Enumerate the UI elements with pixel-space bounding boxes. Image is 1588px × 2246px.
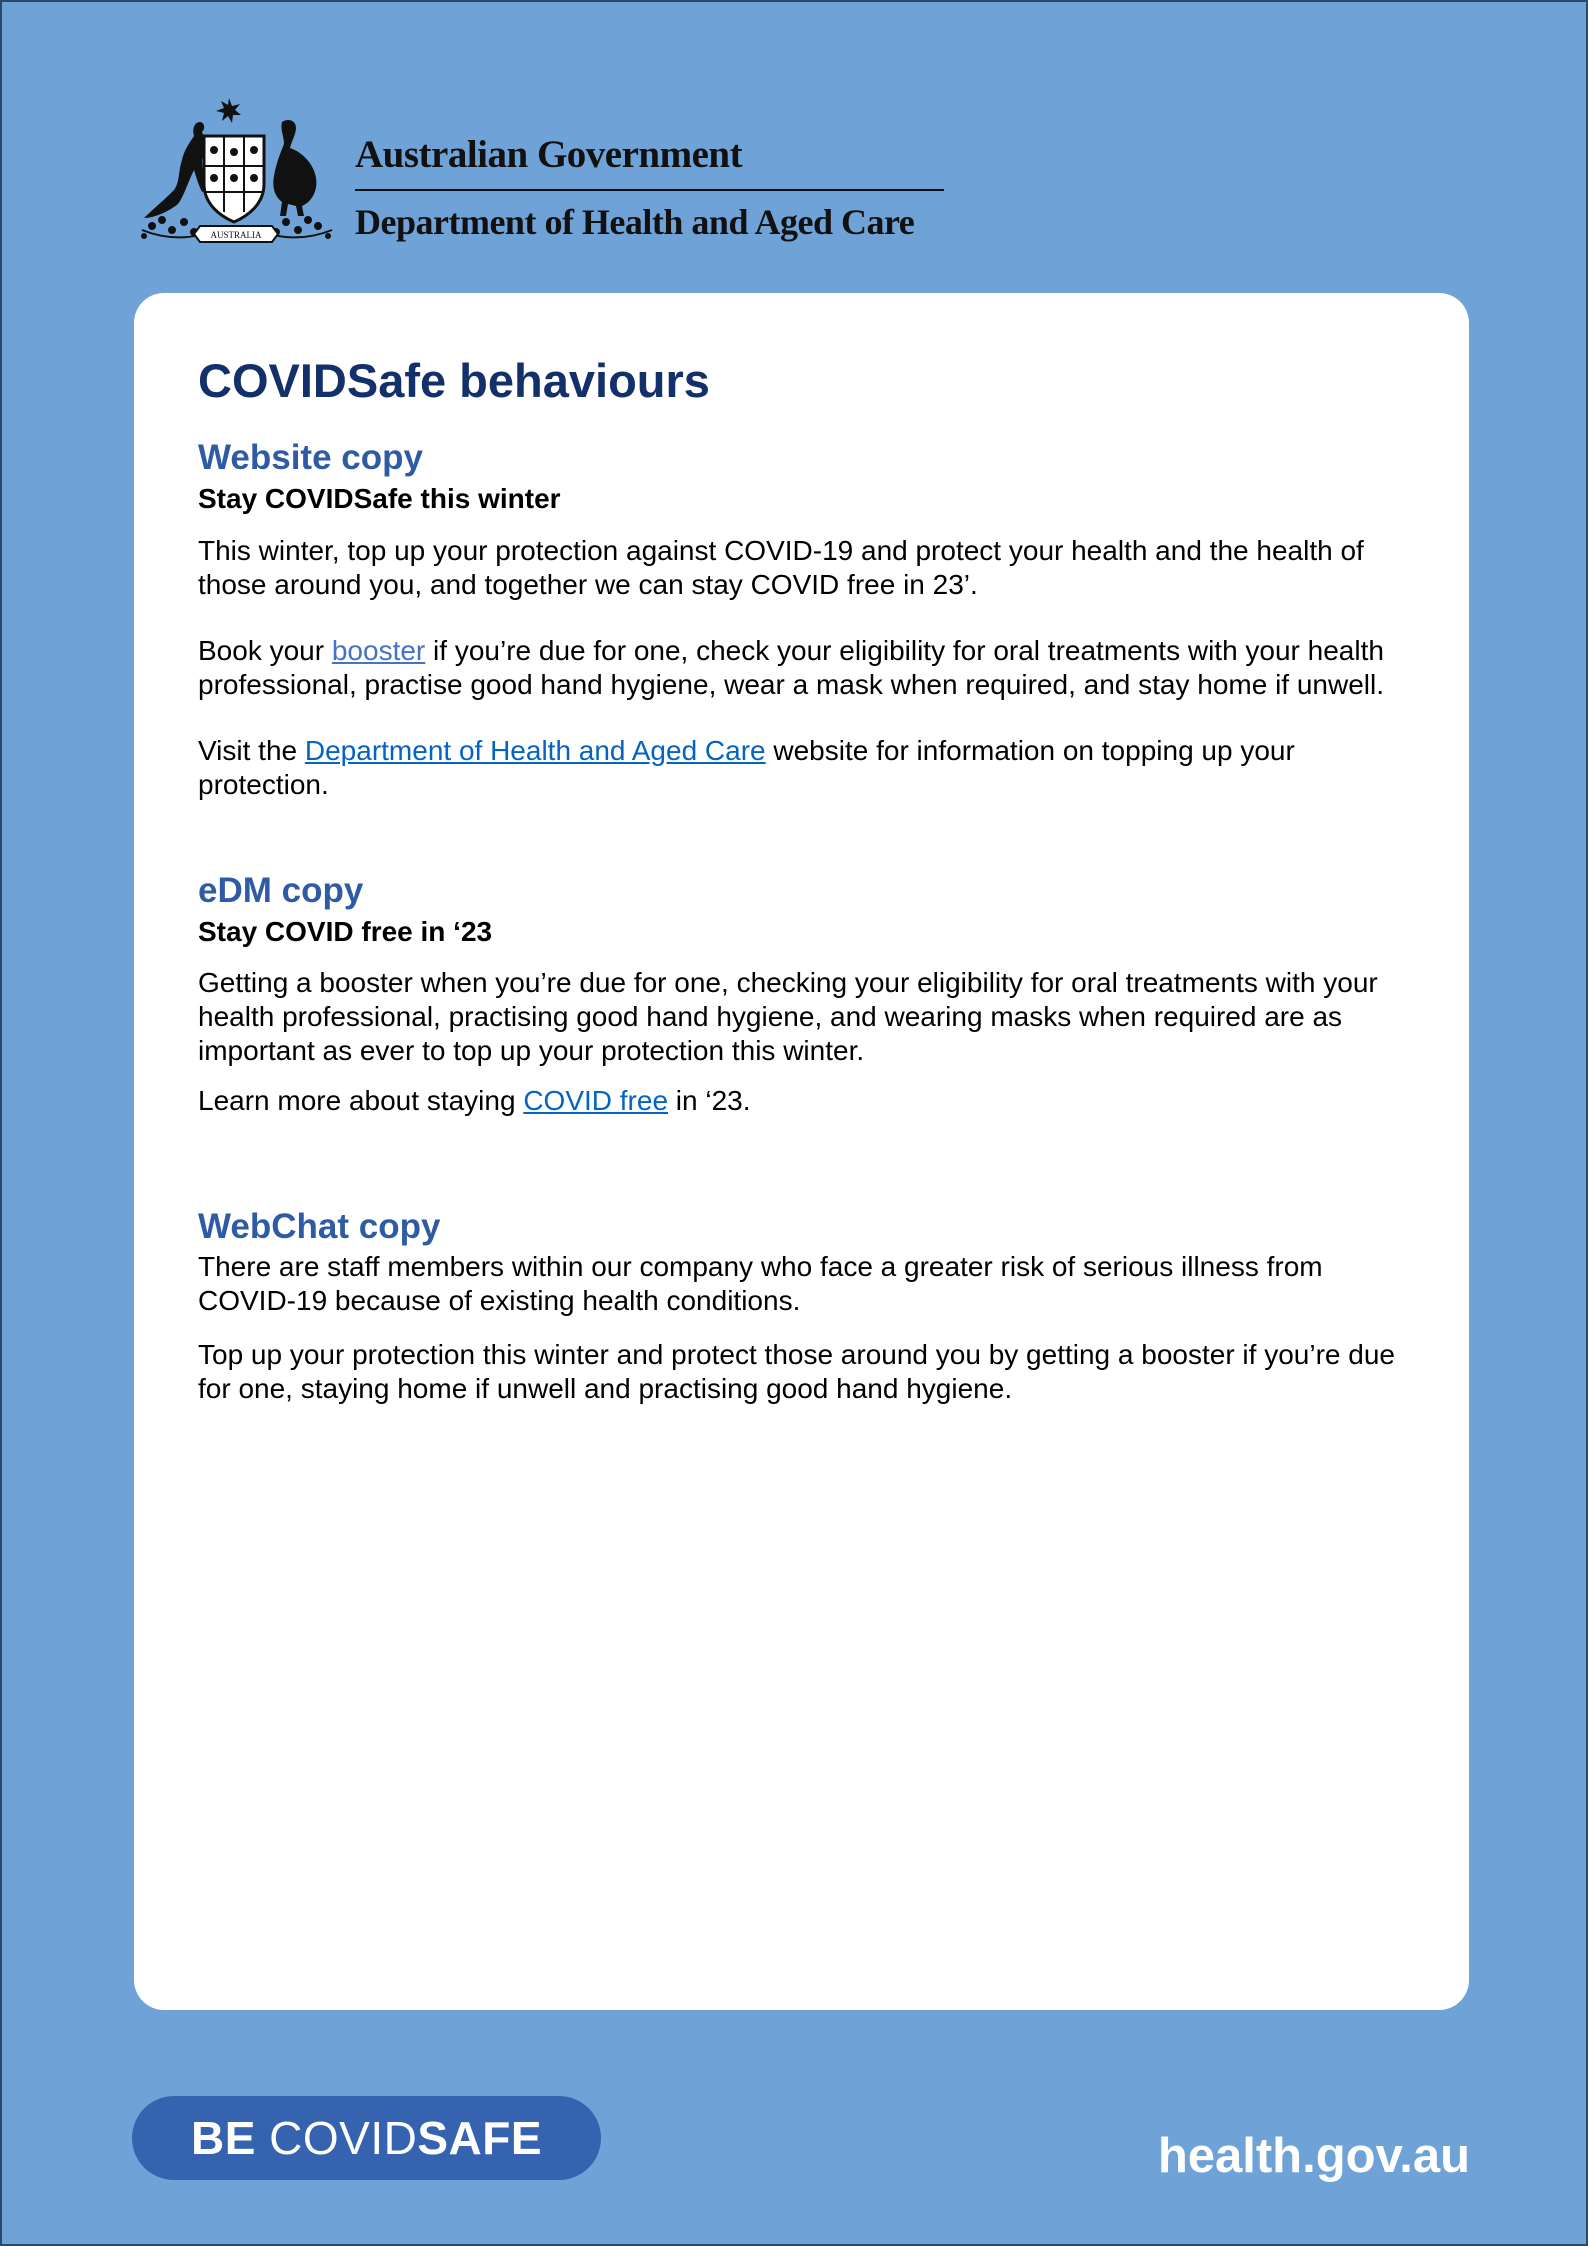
paragraph-text: in ‘23. (668, 1085, 751, 1117)
website-copy-heading: Website copy (198, 438, 423, 478)
crest-scroll-text: AUSTRALIA (210, 230, 262, 240)
badge-safe-text: SAFE (417, 2112, 543, 2164)
paragraph-text: Book your (198, 634, 332, 666)
paragraph-text: Learn more about staying (198, 1085, 524, 1117)
government-logo (132, 92, 952, 252)
webchat-copy-paragraph-2: Top up your protection this winter and protect those around you by getting a booster if you’re due for one, staying home if unwell and practising good hand hygiene. (198, 1339, 1395, 1405)
footer-website: health.gov.au (1157, 2129, 1470, 2183)
page-title: COVIDSafe behaviours (198, 354, 710, 407)
department-link[interactable]: Department of Health and Aged Care (304, 734, 766, 766)
edm-copy-heading: eDM copy (198, 870, 364, 910)
document-body (198, 353, 1408, 1406)
website-copy-subheading: Stay COVIDSafe this winter (198, 483, 561, 515)
government-title: Australian Government (355, 133, 743, 176)
webchat-copy-heading: WebChat copy (198, 1207, 441, 1247)
paragraph-text: Visit the (198, 734, 305, 766)
paragraph-text: website for information on topping up your protection. (198, 734, 1295, 800)
website-copy-paragraph-2 (198, 634, 1408, 702)
badge-be-text: BE (190, 2112, 256, 2164)
be-covidsafe-badge (132, 2096, 601, 2180)
logo-divider (355, 189, 944, 191)
badge-covid-text: COVID (269, 2112, 418, 2164)
edm-copy-paragraph-1: Getting a booster when you’re due for one, checking your eligibility for oral treatments with your health professional, practising good hand hygiene, and wearing masks when required are as important as ever to top up your protection this winter. (198, 967, 1378, 1067)
webchat-copy-paragraph-1: There are staff members within our company who face a greater risk of serious illness from COVID-19 because of existing health conditions. (198, 1251, 1323, 1317)
booster-link[interactable]: booster (331, 634, 426, 666)
department-title: Department of Health and Aged Care (355, 202, 915, 242)
commonwealth-coat-of-arms-icon (132, 92, 342, 247)
edm-copy-paragraph-2 (198, 1084, 1408, 1118)
paragraph-text: if you’re due for one, check your eligibility for oral treatments with your health professional, practise good hand hygiene, wear a mask when required, and stay home if unwell. (198, 634, 1385, 700)
website-copy-paragraph-1: This winter, top up your protection against COVID-19 and protect your health and the health of those around you, and together we can stay COVID free in 23’. (198, 534, 1364, 600)
website-copy-paragraph-3 (198, 734, 1408, 802)
covid-free-link[interactable]: COVID free (523, 1085, 669, 1117)
edm-copy-subheading: Stay COVID free in ‘23 (198, 915, 493, 947)
content-card (134, 293, 1469, 2010)
